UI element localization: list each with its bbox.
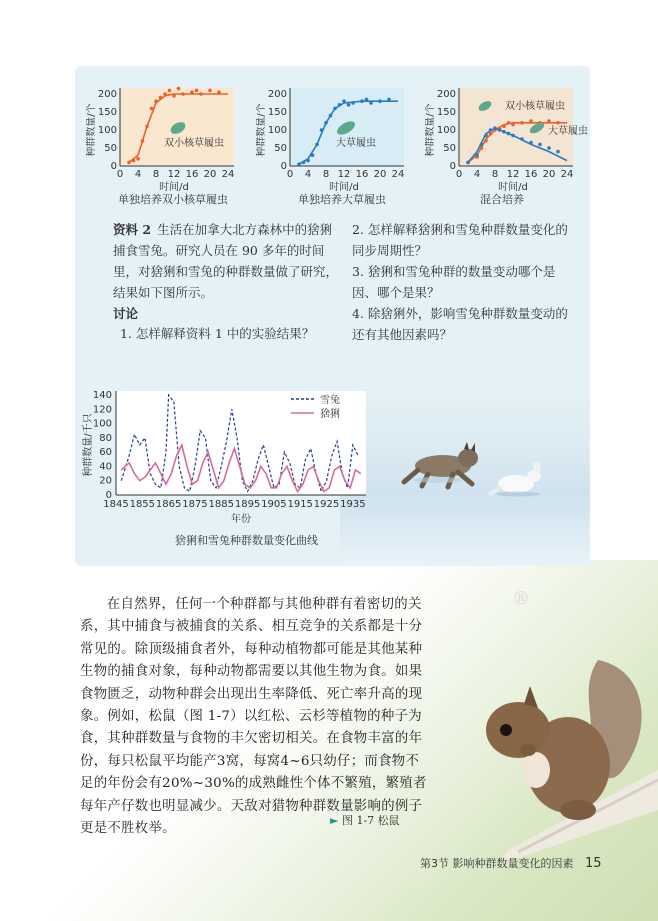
data-point xyxy=(351,101,355,105)
y-tick-label: 50 xyxy=(274,143,287,154)
data-point xyxy=(520,137,524,141)
y-tick-label: 200 xyxy=(267,89,287,100)
x-axis-label: 时间/d xyxy=(329,182,359,193)
discussion-heading: 讨论 xyxy=(113,306,139,321)
y-tick-label: 0 xyxy=(110,161,117,172)
x-tick-label: 12 xyxy=(337,169,351,180)
x-tick-label: 1935 xyxy=(340,499,366,510)
data-point xyxy=(150,107,154,111)
x-tick-label: 20 xyxy=(373,169,387,180)
data-point xyxy=(556,150,560,154)
figure-1-7-label: 图 1-7 松鼠 xyxy=(341,814,400,827)
data-point xyxy=(369,101,373,105)
data-point xyxy=(141,139,145,143)
data-point xyxy=(132,159,136,163)
x-tick-label: 24 xyxy=(560,169,574,180)
data-point xyxy=(195,89,199,93)
data-point xyxy=(520,121,524,125)
y-tick-label: 50 xyxy=(443,143,456,154)
lynx-illustration xyxy=(398,440,488,490)
data-point xyxy=(342,99,346,103)
x-tick-label: 1875 xyxy=(182,499,208,510)
data-point xyxy=(199,92,203,96)
discussion-q1: 1. 怎样解释资料 1 中的实验结果？ xyxy=(120,326,315,341)
data-point xyxy=(484,139,488,143)
data-point xyxy=(480,146,484,150)
data-point xyxy=(475,153,479,157)
x-tick-label: 1885 xyxy=(208,499,234,510)
material2-heading: 资料 2 xyxy=(113,222,152,237)
data-point xyxy=(365,98,369,102)
snowshoe-hare-illustration xyxy=(488,462,548,498)
y-tick-label: 60 xyxy=(99,447,112,459)
y-tick-label: 80 xyxy=(99,432,112,444)
x-tick-label: 1905 xyxy=(261,499,287,510)
y-tick-label: 0 xyxy=(449,161,456,172)
chart-single-paramecium-caudatum xyxy=(256,76,406,206)
data-point xyxy=(159,96,163,100)
x-axis-label: 时间/d xyxy=(159,182,189,193)
y-tick-label: 140 xyxy=(92,390,112,401)
y-tick-label: 100 xyxy=(267,125,287,136)
data-point xyxy=(547,146,551,150)
squirrel-illustration xyxy=(448,620,658,870)
data-point xyxy=(338,103,342,107)
registered-watermark: ® xyxy=(512,588,530,609)
species-label: 双小核草履虫 xyxy=(164,138,224,149)
x-tick-label: 12 xyxy=(506,169,520,180)
y-tick-label: 150 xyxy=(97,107,117,118)
data-point xyxy=(181,92,185,96)
y-tick-label: 200 xyxy=(436,89,456,100)
data-point xyxy=(154,99,158,103)
x-tick-label: 4 xyxy=(473,169,481,180)
data-point xyxy=(302,161,306,165)
data-point xyxy=(489,132,493,136)
data-point xyxy=(177,87,181,91)
data-point xyxy=(493,126,497,130)
x-tick-label: 20 xyxy=(203,169,217,180)
y-axis-label: 种群数量/个 xyxy=(256,103,267,157)
chart1-caption: 单独培养双小核草履虫 xyxy=(118,193,228,206)
y-tick-label: 0 xyxy=(105,490,112,501)
x-tick-label: 8 xyxy=(491,169,499,180)
y-tick-label: 40 xyxy=(99,461,112,473)
x-tick-label: 8 xyxy=(152,169,160,180)
x-tick-label: 20 xyxy=(542,169,556,180)
data-point xyxy=(529,119,533,123)
x-axis-label: 年份 xyxy=(231,514,251,525)
footer-section: 第3节 影响种群数量变化的因素 xyxy=(420,857,574,870)
y-axis-label: 种群数量/个 xyxy=(425,103,436,157)
data-point xyxy=(168,89,172,93)
y-tick-label: 0 xyxy=(280,161,287,172)
x-axis-label: 时间/d xyxy=(498,182,528,193)
discussion-q2: 2. 怎样解释猞猁和雪兔种群数量变化的同步周期性？ xyxy=(352,222,568,258)
data-point xyxy=(507,121,511,125)
data-point xyxy=(163,92,167,96)
y-tick-label: 50 xyxy=(104,143,117,154)
y-tick-label: 150 xyxy=(267,107,287,118)
chart3-caption: 混合培养 xyxy=(480,193,524,206)
data-point xyxy=(145,125,149,129)
data-point xyxy=(190,90,194,94)
legend-label: 雪兔 xyxy=(320,395,340,406)
page-number: 15 xyxy=(585,856,602,871)
data-point xyxy=(502,125,506,129)
x-tick-label: 1915 xyxy=(287,499,313,510)
data-point xyxy=(324,121,328,125)
data-point xyxy=(172,94,176,98)
lynx-hare-caption: 猞猁和雪兔种群数量变化曲线 xyxy=(175,534,318,547)
data-point xyxy=(387,98,391,102)
x-tick-label: 24 xyxy=(391,169,405,180)
data-point xyxy=(480,143,484,147)
data-point xyxy=(498,128,502,132)
x-tick-label: 4 xyxy=(304,169,312,180)
data-point xyxy=(297,162,301,166)
data-point xyxy=(347,103,351,107)
chart-lynx-hare xyxy=(82,383,374,533)
x-tick-label: 8 xyxy=(322,169,330,180)
data-point xyxy=(136,157,140,161)
y-tick-label: 100 xyxy=(97,125,117,136)
data-point xyxy=(311,153,315,157)
x-tick-label: 1845 xyxy=(103,499,129,510)
y-axis-label: 种群数量/个 xyxy=(86,103,97,157)
data-point xyxy=(484,134,488,138)
chart-mixed-culture xyxy=(425,76,590,206)
data-point xyxy=(378,99,382,103)
data-point xyxy=(306,159,310,163)
play-arrow-icon: ► xyxy=(330,814,339,827)
x-tick-label: 0 xyxy=(286,169,294,180)
y-axis-label: 种群数量/千只 xyxy=(83,413,94,477)
x-tick-label: 1855 xyxy=(129,499,156,510)
material2-paragraph xyxy=(113,219,338,303)
data-point xyxy=(529,141,533,145)
y-tick-label: 120 xyxy=(92,404,112,416)
species-label-b: 大草履虫 xyxy=(548,126,588,137)
data-point xyxy=(217,90,221,94)
material2-text: 生活在加拿大北方森林中的猞猁捕食雪兔。研究人员在 90 多年的时间里，对猞猁和雪兔的种群数量做了研究，结果如下图所示。 xyxy=(113,222,339,300)
discussion-q4: 4. 除猞猁外，影响雪兔种群数量变动的还有其他因素吗？ xyxy=(352,306,568,342)
data-point xyxy=(320,128,324,132)
chart-single-paramecium-aurelia xyxy=(86,76,236,206)
y-tick-label: 200 xyxy=(97,89,117,100)
figure-1-7-caption xyxy=(330,812,400,828)
discussion-q3: 3. 猞猁和雪兔种群的数量变动哪个是因、哪个是果？ xyxy=(352,264,556,300)
x-tick-label: 4 xyxy=(134,169,142,180)
body-paragraph: 在自然界，任何一个种群都与其他种群有着密切的关系，其中捕食与被捕食的关系、相互竞争的关系都是十分常见的。除顶级捕食者外，每种动植物都可能是其他某种生物的捕食对象，每种动物都需要以其他生物为食。如果食物匮乏，动物种群会出现出生率降低、死亡率升高的现象。例如，松鼠（图 1-7）以红松、云杉等植物的种子为食，其种群数量与食物的丰欠密切相关。在食物丰富的年份，每只松鼠平均能产3窝，每窝4~6只幼仔；而食物不足的年份会有20%~30%的成熟雌性个体不繁殖，繁殖者每年产仔数也明显减少。天敌对猎物种群数量影响的例子更是不胜枚举。 xyxy=(80,597,427,837)
data-point xyxy=(502,130,506,134)
x-tick-label: 16 xyxy=(185,169,199,180)
data-point xyxy=(538,143,542,147)
x-tick-label: 1925 xyxy=(313,499,340,510)
data-point xyxy=(466,161,470,165)
x-tick-label: 16 xyxy=(355,169,369,180)
legend-label: 猞猁 xyxy=(320,409,340,420)
data-point xyxy=(333,107,337,111)
data-point xyxy=(315,143,319,147)
species-label: 大草履虫 xyxy=(336,138,376,149)
x-tick-label: 16 xyxy=(524,169,538,180)
data-point xyxy=(127,161,131,165)
data-point xyxy=(556,121,560,125)
data-point xyxy=(329,114,333,118)
y-tick-label: 100 xyxy=(92,418,112,430)
x-tick-label: 24 xyxy=(221,169,235,180)
x-tick-label: 0 xyxy=(116,169,124,180)
data-point xyxy=(360,99,364,103)
chart2-caption: 单独培养大草履虫 xyxy=(298,193,386,206)
page-footer xyxy=(420,855,602,871)
x-tick-label: 1895 xyxy=(234,499,261,510)
y-tick-label: 150 xyxy=(436,107,456,118)
data-point xyxy=(547,119,551,123)
data-point xyxy=(511,123,515,127)
x-tick-label: 12 xyxy=(167,169,181,180)
y-tick-label: 100 xyxy=(436,125,456,136)
y-tick-label: 20 xyxy=(99,475,112,487)
data-point xyxy=(507,132,511,136)
species-label-a: 双小核草履虫 xyxy=(505,101,565,112)
data-point xyxy=(489,128,493,132)
data-point xyxy=(511,134,515,138)
data-point xyxy=(208,89,212,93)
x-tick-label: 0 xyxy=(455,169,463,180)
x-tick-label: 1865 xyxy=(155,499,182,510)
